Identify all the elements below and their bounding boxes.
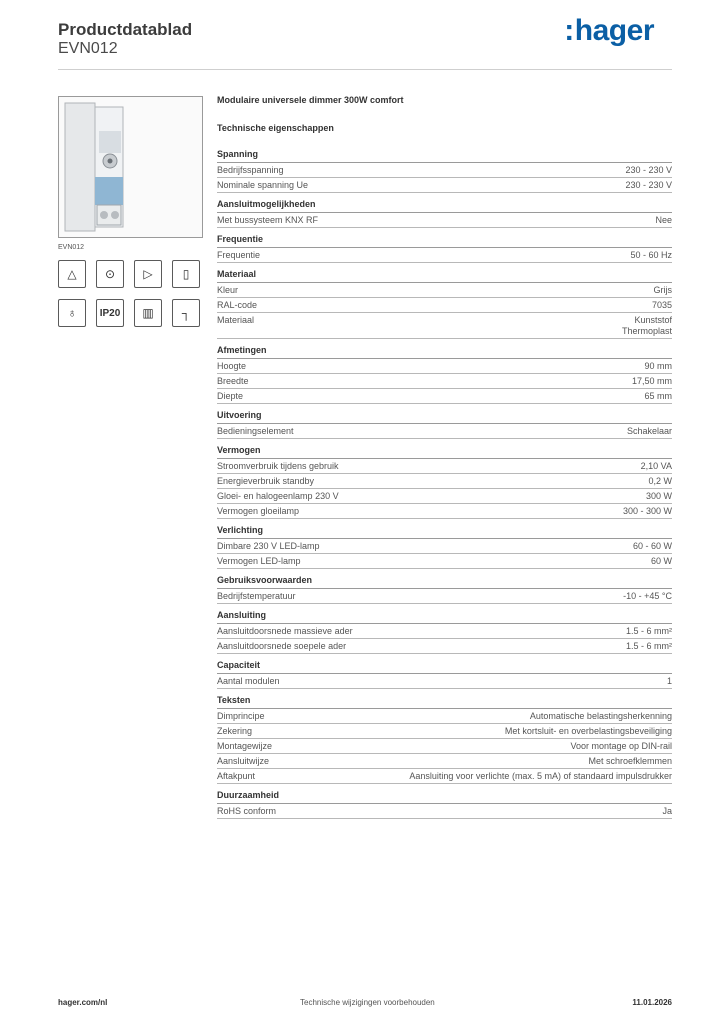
- screw-terminal-icon: ┐: [172, 299, 200, 327]
- spec-label: Aansluitwijze: [217, 756, 270, 766]
- bulb-icon: ♁: [58, 299, 86, 327]
- spec-label: Aantal modulen: [217, 676, 280, 686]
- spec-row: [217, 213, 672, 228]
- halogen-bulb-icon: ⊙: [96, 260, 124, 288]
- spec-label: Gloei- en halogeenlamp 230 V: [217, 491, 339, 501]
- spec-row: [217, 589, 672, 604]
- page-title: Productdatablad: [58, 20, 193, 39]
- spec-label: Kleur: [217, 285, 239, 295]
- spec-value: 7035: [651, 300, 672, 310]
- spec-row: [217, 504, 672, 519]
- spec-section: [217, 149, 672, 193]
- spec-row: [217, 283, 672, 298]
- spec-label: Bedrijfstemperatuur: [217, 591, 296, 601]
- spec-section: [217, 695, 672, 784]
- spec-label: Aansluitdoorsnede soepele ader: [217, 641, 347, 651]
- spec-row: [217, 359, 672, 374]
- section-title: Verlichting: [217, 525, 672, 539]
- spec-value: Nee: [655, 215, 672, 225]
- spec-value: Voor montage op DIN-rail: [570, 741, 672, 751]
- spec-row: [217, 674, 672, 689]
- spec-label: Materiaal: [217, 315, 255, 325]
- section-title: Aansluitmogelijkheden: [217, 199, 672, 213]
- spec-sections: [217, 149, 672, 819]
- spec-value: 0,2 W: [648, 476, 672, 486]
- spec-label: Vermogen LED-lamp: [217, 556, 301, 566]
- footer-disclaimer: Technische wijzigingen voorbehouden: [300, 998, 435, 1007]
- spec-row: [217, 489, 672, 504]
- spec-row: [217, 178, 672, 193]
- spec-value: Schakelaar: [626, 426, 672, 436]
- spec-value: 50 - 60 Hz: [630, 250, 672, 260]
- spec-value: 300 - 300 W: [622, 506, 672, 516]
- footer-date: 11.01.2026: [632, 998, 672, 1007]
- section-title: Aansluiting: [217, 610, 672, 624]
- spec-label: Met bussysteem KNX RF: [217, 215, 319, 225]
- section-title: Vermogen: [217, 445, 672, 459]
- spec-label: Bedieningselement: [217, 426, 294, 436]
- product-code: EVN012: [58, 40, 118, 57]
- spec-value: 2,10 VA: [640, 461, 672, 471]
- spec-section: [217, 234, 672, 263]
- spec-label: RAL-code: [217, 300, 258, 310]
- section-title: Materiaal: [217, 269, 672, 283]
- spec-value: Met schroefklemmen: [588, 756, 672, 766]
- spec-label: Hoogte: [217, 361, 247, 371]
- spec-row: [217, 298, 672, 313]
- image-caption: EVN012: [58, 244, 85, 251]
- spec-content: [217, 92, 672, 819]
- spec-label: Energieverbruik standby: [217, 476, 315, 486]
- spec-value: 65 mm: [644, 391, 672, 401]
- ip20-icon: IP20: [96, 299, 124, 327]
- spec-value: Grijs: [653, 285, 672, 295]
- spec-value: Automatische belastingsherkenning: [529, 711, 672, 721]
- spec-row: [217, 474, 672, 489]
- spec-row: [217, 639, 672, 654]
- spec-value: 90 mm: [644, 361, 672, 371]
- section-title: Uitvoering: [217, 410, 672, 424]
- spec-row: [217, 313, 672, 339]
- spec-label: Aftakpunt: [217, 771, 256, 781]
- spec-section: [217, 610, 672, 654]
- spec-section: [217, 199, 672, 228]
- spec-section: [217, 575, 672, 604]
- spec-value: 60 - 60 W: [632, 541, 672, 551]
- section-title: Spanning: [217, 149, 672, 163]
- product-image: [58, 96, 203, 238]
- spec-section: [217, 445, 672, 519]
- section-title: Afmetingen: [217, 345, 672, 359]
- spec-section: [217, 660, 672, 689]
- spec-row: [217, 754, 672, 769]
- spec-label: Dimbare 230 V LED-lamp: [217, 541, 320, 551]
- section-title: Capaciteit: [217, 660, 672, 674]
- spec-section: [217, 790, 672, 819]
- spec-value: 230 - 230 V: [625, 165, 672, 175]
- logo-text: hager: [574, 14, 654, 47]
- header-divider: [58, 69, 672, 70]
- din-rail-icon: ▥: [134, 299, 162, 327]
- spec-label: Montagewijze: [217, 741, 273, 751]
- spec-label: Nominale spanning Ue: [217, 180, 309, 190]
- spec-label: Vermogen gloeilamp: [217, 506, 300, 516]
- spec-label: Zekering: [217, 726, 253, 736]
- spec-row: [217, 248, 672, 263]
- section-title: Duurzaamheid: [217, 790, 672, 804]
- spec-value: 300 W: [645, 491, 672, 501]
- spec-value: -10 - +45 °C: [623, 591, 672, 601]
- section-title: Frequentie: [217, 234, 672, 248]
- spec-section: [217, 410, 672, 439]
- footer-website: hager.com/nl: [58, 998, 108, 1007]
- spec-value: 230 - 230 V: [625, 180, 672, 190]
- spec-row: [217, 554, 672, 569]
- spec-row: [217, 724, 672, 739]
- spec-label: Aansluitdoorsnede massieve ader: [217, 626, 353, 636]
- spec-label: Breedte: [217, 376, 249, 386]
- spec-value: Kunststof Thermoplast: [621, 315, 672, 336]
- spec-row: [217, 769, 672, 784]
- spec-row: [217, 739, 672, 754]
- spec-label: Diepte: [217, 391, 244, 401]
- product-name: Modulaire universele dimmer 300W comfort: [217, 95, 404, 105]
- spec-value: 1: [666, 676, 672, 686]
- spec-label: Stroomverbruik tijdens gebruik: [217, 461, 339, 471]
- hager-logo: :hager: [564, 14, 654, 47]
- spec-row: [217, 424, 672, 439]
- spec-value: Ja: [662, 806, 672, 816]
- section-title: Gebruiksvoorwaarden: [217, 575, 672, 589]
- spec-row: [217, 389, 672, 404]
- spec-value: Aansluiting voor verlichte (max. 5 mA) of standaard impulsdrukker: [409, 771, 672, 781]
- spec-row: [217, 624, 672, 639]
- spec-row: [217, 374, 672, 389]
- spec-value: 1.5 - 6 mm²: [625, 626, 672, 636]
- properties-title: Technische eigenschappen: [217, 123, 334, 133]
- spec-section: [217, 345, 672, 404]
- spec-section: [217, 269, 672, 339]
- ceiling-lamp-icon: △: [58, 260, 86, 288]
- spec-value: 17,50 mm: [631, 376, 672, 386]
- spec-row: [217, 459, 672, 474]
- section-title: Teksten: [217, 695, 672, 709]
- spec-label: RoHS conform: [217, 806, 277, 816]
- spec-label: Bedrijfsspanning: [217, 165, 284, 175]
- spec-label: Dimprincipe: [217, 711, 265, 721]
- spec-row: [217, 163, 672, 178]
- feature-icons: [58, 260, 204, 327]
- spec-row: [217, 709, 672, 724]
- spec-value: Met kortsluit- en overbelastingsbeveiliging: [504, 726, 672, 736]
- spec-section: [217, 525, 672, 569]
- spec-value: 60 W: [650, 556, 672, 566]
- spec-label: Frequentie: [217, 250, 261, 260]
- led-driver-icon: ▷: [134, 260, 162, 288]
- tube-lamp-icon: ▯: [172, 260, 200, 288]
- spec-row: [217, 539, 672, 554]
- spec-row: [217, 804, 672, 819]
- spec-value: 1.5 - 6 mm²: [625, 641, 672, 651]
